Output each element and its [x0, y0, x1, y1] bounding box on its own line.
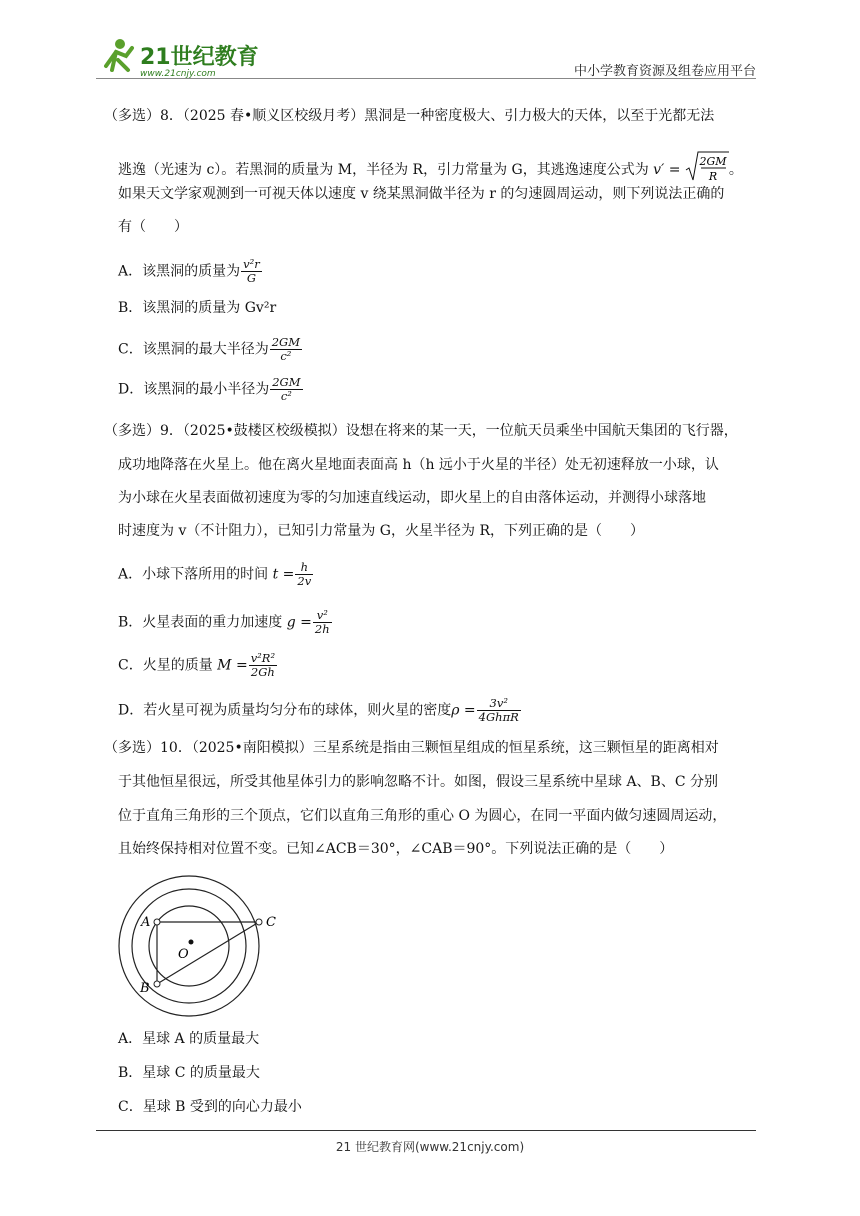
q9-option-c[interactable]: C．火星的质量 M = $\frac{\text{v²R²}}{2Gh}$ [118, 651, 276, 679]
q10-option-b[interactable]: B．星球 C 的质量最大 [118, 1065, 260, 1081]
star-a [154, 919, 160, 925]
q9-option-d[interactable]: D．若火星可视为质量均匀分布的球体，则火星的密度ρ = $\frac{\text{3v²}}{\text{4GhπR}}$ [118, 696, 519, 724]
q9-option-a[interactable]: A．小球下落所用的时间 t = $\frac{h}{2v}$ [118, 560, 312, 588]
q8-line-3: 如果天文学家观测到一可视天体以速度 v 绕某黑洞做半径为 r 的匀速圆周运动，则下列说法正确的 [118, 186, 725, 202]
svg-text:R: R [708, 170, 718, 183]
q8-option-d[interactable]: D．该黑洞的最小半径为 $\frac{2GM}{\text{c²}}$ [118, 375, 301, 403]
q10-option-c[interactable]: C．星球 B 受到的向心力最小 [118, 1099, 302, 1115]
inner-orbit [149, 906, 229, 986]
platform-name: 中小学教育资源及组卷应用平台 [573, 64, 756, 79]
q8-line-4: 有（ ） [118, 219, 188, 235]
q10-line-4: 且始终保持相对位置不变。已知∠ACB＝30°，∠CAB＝90°。下列说法正确的是（ ） [118, 841, 674, 857]
label-a: A [141, 915, 151, 930]
label-c: C [266, 915, 276, 930]
footer-divider [96, 1130, 756, 1131]
q10-line-2: 于其他恒星很远，所受其他星体引力的影响忽略不计。如图，假设三星系统中星球 A、B、C 分别 [118, 774, 719, 790]
center-o [189, 940, 194, 945]
q8-line-2: 逃逸（光速为 c）。若黑洞的质量为 M，半径为 R，引力常量为 G，其逃逸速度公式为 v′ = 2GM R 。 [118, 150, 743, 190]
q8-option-a[interactable]: A．该黑洞的质量为 $\frac{\text{v²r}}{G}$ [118, 257, 260, 285]
star-c [256, 919, 262, 925]
q8-option-c[interactable]: C．该黑洞的最大半径为 $\frac{2GM}{\text{c²}}$ [118, 335, 300, 363]
q8-line-1: （多选）8．（2025 春•顺义区校级月考）黑洞是一种密度极大、引力极大的天体，以至于光都无法 [104, 108, 715, 124]
runner-icon [106, 39, 132, 70]
q9-line-2: 成功地降落在火星上。他在离火星地面表面高 h（h 远小于火星的半径）处无初速释放一小球，认 [118, 457, 719, 473]
q9-line-4: 时速度为 v（不计阻力），已知引力常量为 G，火星半径为 R，下列正确的是（ ） [118, 523, 644, 539]
q9-line-3: 为小球在火星表面做初速度为零的匀加速直线运动，即火星上的自由落体运动，并测得小球落地 [118, 490, 706, 506]
label-o: O [178, 947, 189, 962]
label-b: B [140, 981, 150, 996]
q10-option-a[interactable]: A．星球 A 的质量最大 [118, 1031, 260, 1047]
q8-option-b[interactable]: B．该黑洞的质量为 Gv²r [118, 300, 277, 316]
site-logo [96, 36, 266, 80]
header-divider [96, 78, 756, 79]
logo-text: 21世纪教育 [140, 45, 259, 70]
edge-bc [157, 922, 259, 984]
star-b [154, 981, 160, 987]
q9-option-b[interactable]: B．火星表面的重力加速度 g = $\frac{\text{v²}}{2h}$ [118, 608, 330, 636]
three-star-figure [116, 874, 288, 1018]
logo-subtext: www.21cnjy.com [140, 69, 216, 79]
q9-line-1: （多选）9．（2025•鼓楼区校级模拟）设想在将来的某一天，一位航天员乘坐中国航天集团的飞行器， [104, 423, 738, 439]
q10-line-1: （多选）10．（2025•南阳模拟）三星系统是指由三颗恒星组成的恒星系统，这三颗恒星的距离相对 [104, 740, 719, 756]
q10-line-3: 位于直角三角形的三个顶点，它们以直角三角形的重心 O 为圆心，在同一平面内做匀速圆周运动， [118, 808, 727, 824]
footer-text: 21 世纪教育网(www.21cnjy.com) [335, 1140, 525, 1154]
svg-text:2GM: 2GM [699, 155, 727, 168]
